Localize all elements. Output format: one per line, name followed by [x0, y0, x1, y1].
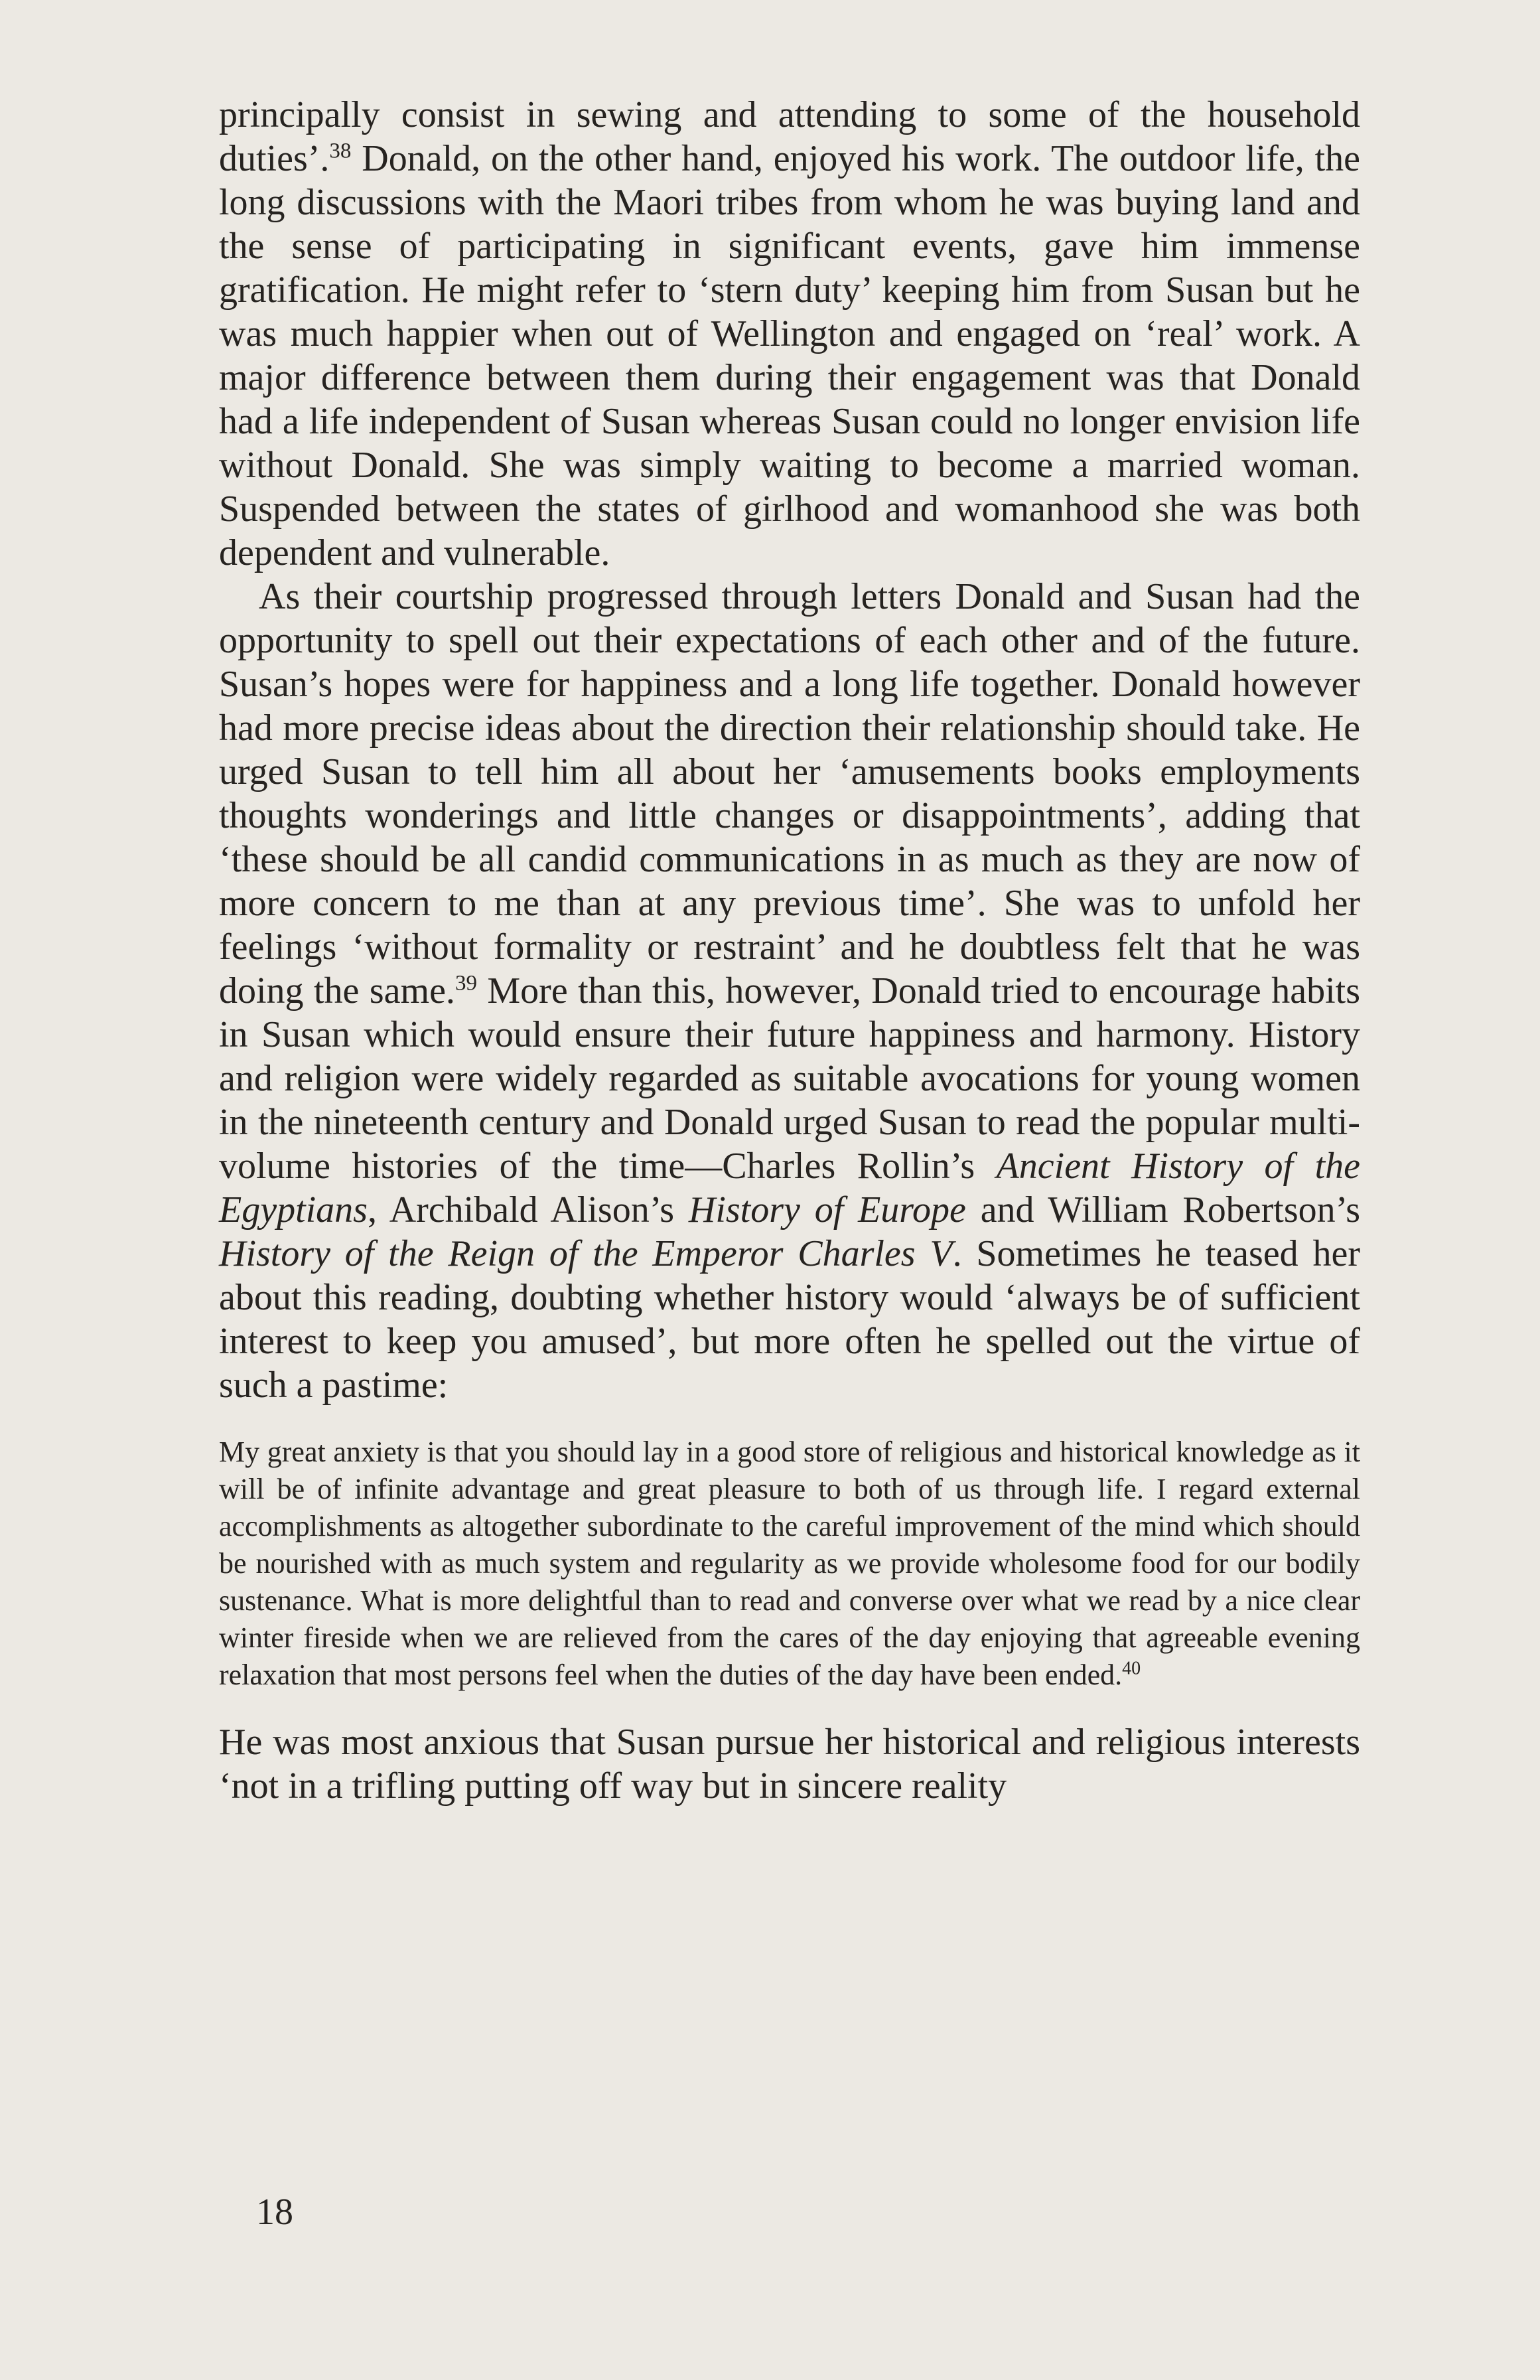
block-quote [219, 1434, 1360, 1694]
paragraph-3-text: He was most anxious that Susan pursue her historical and religious interests ‘not in a trifling putting off way but in sincere reality [219, 1722, 1360, 1807]
paragraph-1-text-b: Donald, on the other hand, enjoyed his work. The outdoor life, the long discussions with the Maori tribes from whom he was buying land and the sense of participating in significant events, gave him immense gratification. He might refer to ‘stern duty’ keeping him from Susan but he was much happier when out of Wellington and engaged on ‘real’ work. A major difference between them during their engagement was that Donald had a life independent of Susan whereas Susan could no longer envision life without Donald. She was simply waiting to become a married woman. Suspended between the states of girlhood and womanhood she was both dependent and vulnerable. [219, 138, 1360, 573]
block-quote-text: My great anxiety is that you should lay in a good store of religious and historical knowledge as it will be of infinite advantage and great pleasure to both of us through life. I regard external accomplishments as altogether subordinate to the careful improvement of the mind which should be nourished with as much system and regularity as we provide wholesome food for our bodily sustenance. What is more delightful than to read and converse over what we read by a nice clear winter fireside when we are relieved from the cares of the day enjoying that agreeable evening relaxation that most persons feel when the duties of the day have been ended. [219, 1436, 1360, 1691]
paragraph-3 [219, 1720, 1360, 1808]
paragraph-2-text-a: As their courtship progressed through letters Donald and Susan had the opportunity to spell out their expectations of each other and of the future. Susan’s hopes were for happiness and a long life together. Donald however had more precise ideas about the direction their relationship should take. He urged Susan to tell him all about her ‘amusements books employments thoughts wonderings and little changes or disappointments’, adding that ‘these should be all candid communications in as much as they are now of more concern to me than at any previous time’. She was to unfold her feelings ‘without formality or restraint’ and he doubtless felt that he was doing the same. [219, 576, 1360, 1011]
paragraph-2-text-d: and William Robertson’s [965, 1189, 1360, 1230]
book-title-rollin: Ancient History of the Egyptians [219, 1146, 1360, 1230]
paragraph-2 [219, 575, 1360, 1407]
footnote-ref-40[interactable]: 40 [1122, 1658, 1141, 1679]
paragraph-1-text-a: principally consist in sewing and attending to some of the household duties’. [219, 94, 1360, 179]
paragraph-1 [219, 93, 1360, 575]
paragraph-2-text-e: . Sometimes he teased her about this reading, doubting whether history would ‘always be of sufficient interest to keep you amused’, but more often he spelled out the virtue of such a pastime: [219, 1233, 1360, 1406]
book-title-alison: History of Europe [688, 1189, 966, 1230]
paragraph-2-text-c: , Archibald Alison’s [367, 1189, 689, 1230]
footnote-ref-38[interactable]: 38 [329, 139, 352, 163]
footnote-ref-39[interactable]: 39 [455, 971, 477, 996]
paragraph-2-text-b: More than this, however, Donald tried to encourage habits in Susan which would ensure their future happiness and harmony. History and religion were widely regarded as suitable avocations for young women in the nineteenth century and Donald urged Susan to read the popular multi-volume histories of the time—Charles Rollin’s [219, 970, 1360, 1187]
book-title-robertson: History of the Reign of the Emperor Charles V [219, 1233, 953, 1274]
page-number: 18 [256, 2192, 293, 2233]
page-body [219, 93, 1360, 1808]
